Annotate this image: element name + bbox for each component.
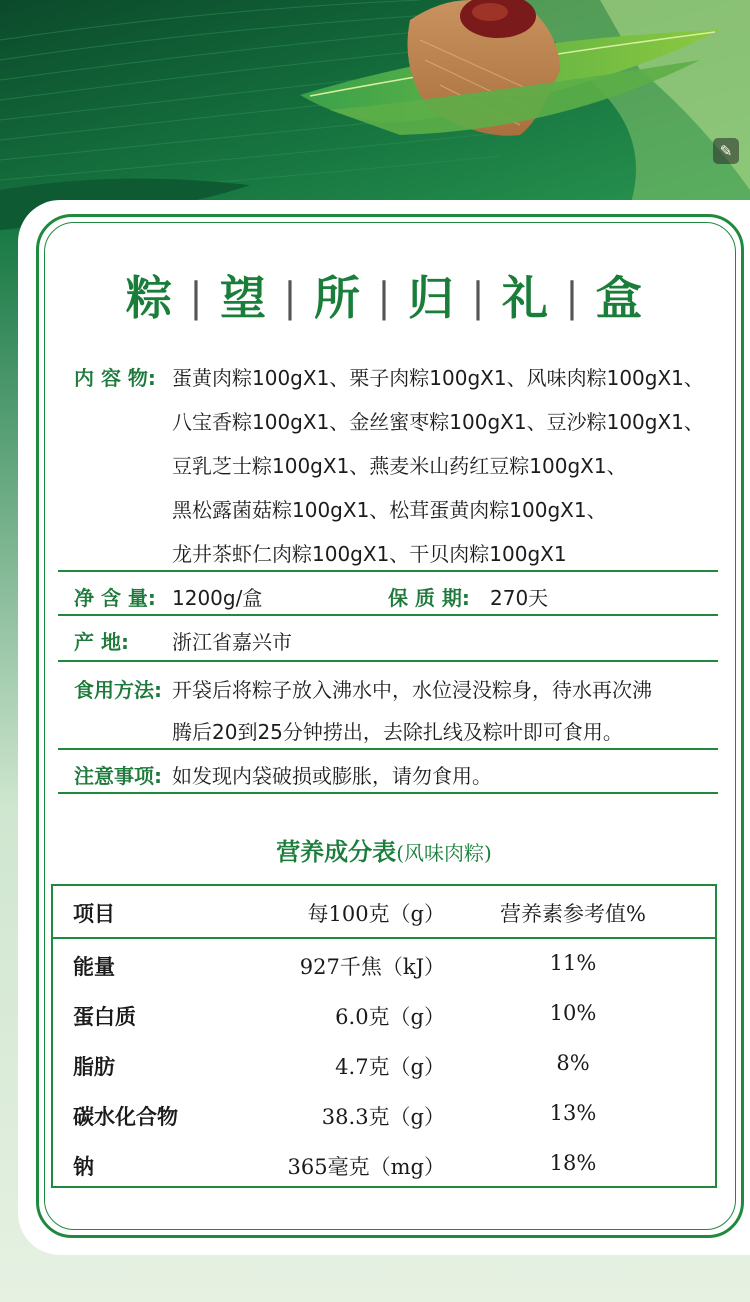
row-amount: 38.3克（g） — [321, 1105, 445, 1129]
row-nrv-text: 10% — [549, 1001, 597, 1025]
title-divider: | — [283, 275, 297, 321]
title-divider: | — [377, 275, 391, 321]
title-char: 礼 — [502, 271, 548, 325]
contents-line: 龙井茶虾仁肉粽100gX1、干贝肉粽100gX1 — [172, 542, 567, 566]
method-line: 开袋后将粽子放入沸水中，水位浸没粽身，待水再次沸 — [172, 678, 652, 702]
method-label: 食用方法: — [74, 678, 162, 702]
header-nrv-text: 营养素参考值% — [500, 902, 646, 926]
origin-label: 产 地: — [74, 630, 129, 654]
title-divider: | — [565, 275, 579, 321]
notice-row — [58, 750, 718, 794]
nutrition-subtitle: (风味肉粽) — [396, 841, 492, 865]
net-content-label: 净 含 量: — [74, 586, 156, 610]
nutrition-title-text: 营养成分表 — [276, 837, 397, 866]
title-char: 盒 — [596, 271, 642, 325]
notice-value: 如发现内袋破损或膨胀，请勿食用。 — [172, 764, 492, 788]
nutrition-title — [18, 832, 750, 867]
nutrition-table — [51, 884, 717, 1188]
row-amount: 6.0克（g） — [335, 1005, 445, 1029]
header-item: 项目 — [73, 901, 115, 926]
contents-row — [58, 350, 718, 572]
row-item: 碳水化合物 — [73, 1104, 178, 1129]
origin-row — [58, 616, 718, 662]
table-row — [53, 1039, 715, 1089]
method-line: 腾后20到25分钟捞出，去除扎线及粽叶即可食用。 — [172, 720, 623, 744]
magic-wand-icon[interactable]: ✎ — [713, 138, 739, 164]
notice-label: 注意事项: — [74, 764, 162, 788]
contents-line: 豆乳芝士粽100gX1、燕麦米山药红豆粽100gX1、 — [172, 454, 627, 478]
row-amount: 927千焦（kJ） — [299, 955, 445, 979]
contents-line: 蛋黄肉粽100gX1、栗子肉粽100gX1、风味肉粽100gX1、 — [172, 366, 704, 390]
contents-label: 内 容 物: — [74, 366, 156, 390]
contents-line: 八宝香粽100gX1、金丝蜜枣粽100gX1、豆沙粽100gX1、 — [172, 410, 704, 434]
row-nrv-text: 8% — [556, 1051, 590, 1075]
product-info-card — [18, 200, 750, 1255]
title-char: 归 — [408, 271, 454, 325]
row-nrv-text: 13% — [549, 1101, 597, 1125]
title-char: 望 — [220, 271, 266, 325]
table-row — [53, 1139, 715, 1189]
title-divider: | — [189, 275, 203, 321]
row-amount: 4.7克（g） — [335, 1055, 445, 1079]
row-item: 钠 — [73, 1154, 94, 1179]
row-item: 脂肪 — [73, 1054, 115, 1079]
net-shelf-row — [58, 572, 718, 616]
method-row — [58, 662, 718, 750]
shelf-life-value: 270天 — [490, 586, 549, 610]
table-row — [53, 989, 715, 1039]
zongzi-leaf-illustration — [0, 0, 750, 230]
header-per-100g: 每100克（g） — [307, 902, 445, 926]
origin-value: 浙江省嘉兴市 — [172, 630, 292, 654]
page-title — [18, 262, 750, 328]
row-item: 能量 — [73, 954, 115, 979]
banner-image — [0, 0, 750, 230]
contents-line: 黑松露菌菇粽100gX1、松茸蛋黄肉粽100gX1、 — [172, 498, 607, 522]
table-header-row — [53, 886, 715, 939]
table-row — [53, 939, 715, 989]
row-nrv-text: 18% — [549, 1151, 597, 1175]
row-item: 蛋白质 — [73, 1004, 136, 1029]
table-row — [53, 1089, 715, 1139]
shelf-life-label: 保 质 期: — [388, 586, 470, 610]
product-info-list — [58, 350, 718, 794]
row-amount: 365毫克（mg） — [287, 1155, 445, 1179]
net-content-value: 1200g/盒 — [172, 586, 263, 610]
row-nrv-text: 11% — [549, 951, 597, 975]
title-divider: | — [471, 275, 485, 321]
title-char: 粽 — [126, 271, 172, 325]
title-char: 所 — [314, 271, 360, 325]
